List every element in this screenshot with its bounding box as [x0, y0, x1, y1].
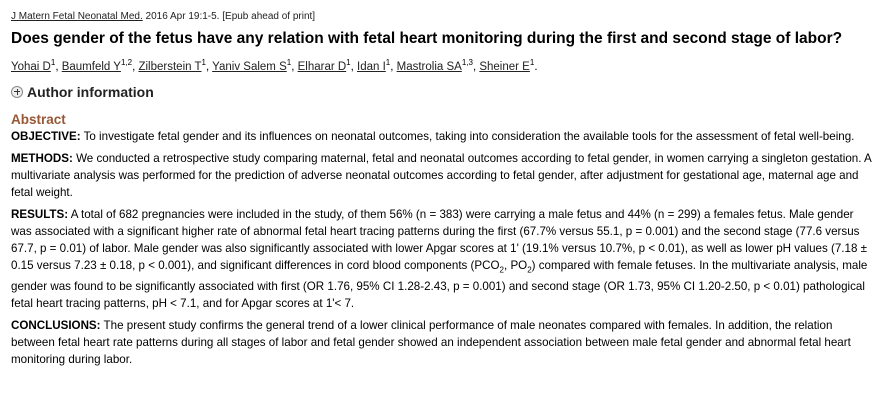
conclusions-text: The present study confirms the general trend of a lower clinical performance of male neonates compared with females. In addition, the relation between fetal heart rate patterns during all stages of labor and fetal gender showed an independent association between male fetal gender and abnormal fetal heart monitoring during labor. — [11, 319, 851, 367]
author-link[interactable]: Yohai D — [11, 60, 51, 73]
author-link[interactable]: Elharar D — [297, 60, 347, 73]
author-link[interactable]: Zilberstein T — [138, 60, 202, 73]
abstract-page — [11, 10, 877, 373]
objective-label: OBJECTIVE: — [11, 129, 81, 143]
results-text-3: ) compared with female fetuses. In the multivariate analysis, male gender was found to be significantly associated with first (OR 1.76, 95% CI 1.28-2.43, p = 0.001) and second stage (OR 1.73, 95% CI 1.20-2.50, p < 0.01) pathological fetal heart tracing patterns, pH < 7.1, and for Apgar scores at 1'< 7. — [11, 258, 868, 311]
objective-paragraph — [11, 128, 877, 145]
pco2-subscript: 2 — [499, 265, 504, 275]
author-separator: , — [390, 60, 397, 73]
author-separator: , — [350, 60, 358, 73]
author-affiliation: 1,3 — [461, 58, 473, 67]
author-separator: , — [291, 60, 298, 73]
author-link[interactable]: Baumfeld Y — [61, 60, 121, 73]
author-affiliation: 1 — [50, 58, 56, 67]
author-link[interactable]: Yaniv Salem S — [212, 60, 287, 73]
results-text-1: A total of 682 pregnancies were included in the study, of them 56% (n = 383) were carrying a male fetus and 44% (n = 299) a females fetus. Male gender was associated with a significant higher rate of abnormal fetal heart tracing patterns during the first (67.7% versus 55.1, p = 0.001) and the second stage (77.6 versus 67.7, p = 0.01) of labor. Male gender was also significantly associated with lower Apgar scores at 1' (19.1% versus 10.7%, p < 0.01), as well as lower pH values (7.18 ± 0.15 versus 7.23 ± 0.18, p < 0.001), and significant differences in cord blood components (PCO — [11, 207, 868, 272]
author-information-label: Author information — [27, 83, 154, 100]
objective-text: To investigate fetal gender and its influences on neonatal outcomes, taking into consideration the available tools for the assessment of fetal well-being. — [80, 129, 855, 143]
journal-link[interactable]: J Matern Fetal Neonatal Med. — [11, 11, 143, 22]
methods-paragraph — [11, 150, 877, 201]
methods-text: We conducted a retrospective study comparing maternal, fetal and neonatal outcomes according to fetal gender, in women carrying a singleton gestation. A multivariate analysis was performed for the prediction of adverse neonatal outcomes according to fetal gender, after adjustment for gestational age, maternal age and fetal weight. — [11, 151, 872, 199]
results-paragraph — [11, 206, 877, 312]
author-separator: . — [534, 60, 538, 73]
author-affiliation: 1 — [201, 58, 206, 67]
citation-line — [11, 10, 877, 24]
author-separator: , — [55, 60, 62, 73]
author-separator: , — [205, 60, 213, 73]
plus-circle-icon[interactable] — [11, 86, 23, 98]
author-separator: , — [132, 60, 139, 73]
abstract-heading: Abstract — [11, 111, 66, 127]
results-text-2: , PO — [504, 258, 528, 272]
author-link[interactable]: Idan I — [357, 60, 386, 73]
author-link[interactable]: Mastrolia SA — [396, 60, 462, 73]
conclusions-label: CONCLUSIONS: — [11, 319, 101, 333]
conclusions-paragraph — [11, 317, 877, 368]
methods-label: METHODS: — [11, 151, 73, 165]
author-affiliation: 1,2 — [120, 58, 133, 67]
author-separator: , — [472, 60, 480, 73]
author-affiliation: 1 — [529, 58, 535, 67]
po2-subscript: 2 — [527, 265, 532, 275]
author-link[interactable]: Sheiner E — [479, 60, 530, 73]
author-affiliation: 1 — [385, 58, 391, 67]
author-list — [11, 55, 877, 75]
author-affiliation: 1 — [286, 58, 292, 67]
article-title: Does gender of the fetus have any relation with fetal heart monitoring during the first and second stage of labor? — [11, 30, 843, 47]
author-information-toggle[interactable] — [11, 83, 877, 101]
results-label: RESULTS: — [11, 207, 69, 221]
citation-details: 2016 Apr 19:1-5. [Epub ahead of print] — [145, 11, 316, 22]
author-affiliation: 1 — [346, 58, 351, 67]
